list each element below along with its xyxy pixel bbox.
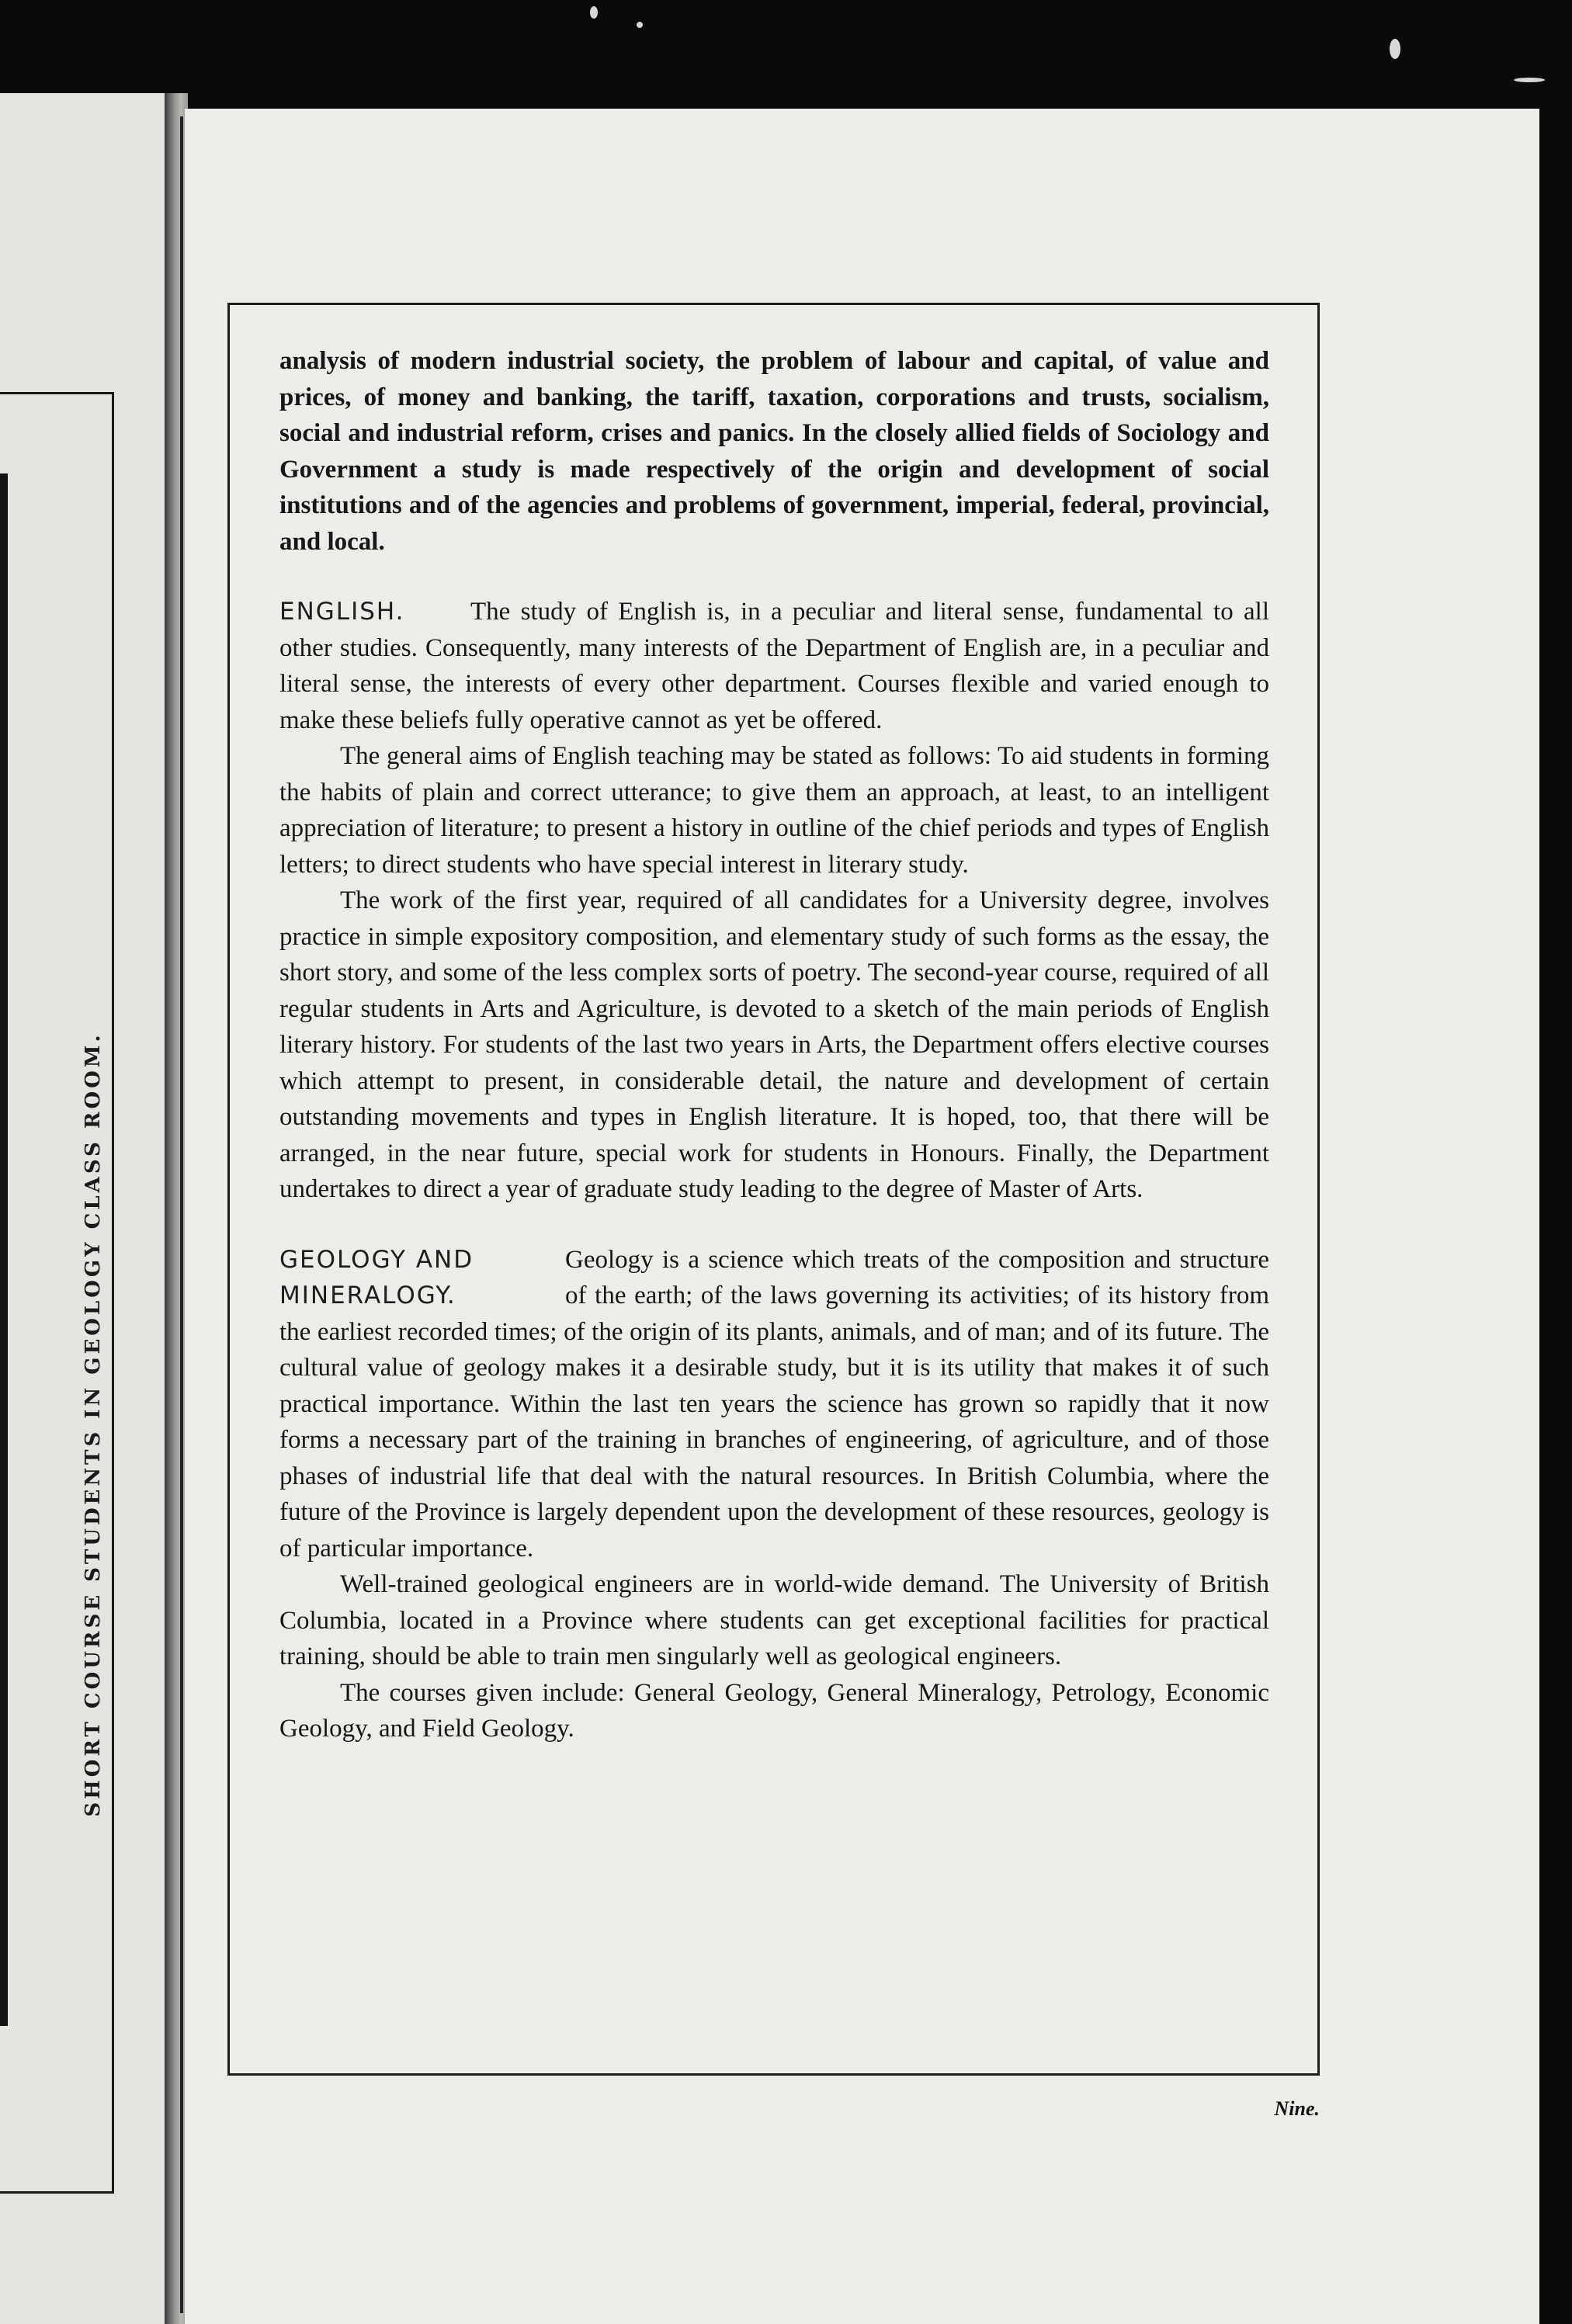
geology-heading-line: MINERALOGY. [279, 1282, 456, 1309]
english-heading: ENGLISH. [279, 598, 405, 626]
page-body [279, 343, 1269, 1747]
geology-heading-line: GEOLOGY AND [279, 1245, 474, 1274]
page-edge-shadow [1539, 109, 1572, 2324]
scan-speck [637, 22, 643, 28]
geology-paragraph: Geology is a science which treats of the composition and structure of the earth; of the laws governing its activities; of its history from the earliest recorded times; of the origin of its plants, animals, and of man; and of its future. The cultural value of geology makes it a desirable study, but it is its utility that makes it of such practical importance. Within the last ten years the science has grown so rapidly that it now forms a necessary part of the training in branches of engineering, of agriculture, and of those phases of industrial life that deal with the natural resources. In British Columbia, where the future of the Province is largely dependent upon the development of these resources, geology is of particular importance. [279, 1245, 1269, 1563]
geology-paragraph: The courses given include: General Geology, General Mineralogy, Petrology, Economic Geology, and Field Geology. [279, 1678, 1269, 1743]
english-paragraph: The work of the first year, required of all candidates for a University degree, involves practice in simple expository composition, and elementary study of such forms as the essay, the short story, and some of the less complex sorts of poetry. The second-year course, required of all regular students in Arts and Agriculture, is devoted to a sketch of the main periods of English literary history. For students of the last two years in Arts, the Department offers elective courses which attempt to present, in considerable detail, the nature and development of certain outstanding movements and types in English literature. It is hoped, too, that there will be arranged, in the near future, special work for students in Honours. Finally, the Department undertakes to direct a year of graduate study leading to the degree of Master of Arts. [279, 886, 1269, 1203]
english-section [279, 594, 1269, 1208]
section-gap [279, 1208, 1269, 1242]
page-number: Nine. [1274, 2097, 1320, 2120]
scan-speck [1390, 39, 1400, 59]
english-paragraph: The study of English is, in a peculiar and literal sense, fundamental to all other studies. Consequently, many interests of the Department of English are, in a peculiar and literal sense, the interests of every other department. Courses flexible and varied enough to make these beliefs fully operative cannot as yet be offered. [279, 598, 1269, 734]
intro-paragraph: analysis of modern industrial society, the problem of labour and capital, of value and prices, of money and banking, the tariff, taxation, corporations and trusts, socialism, social and industrial reform, crises and panics. In the closely allied fields of Sociology and Government a study is made respectively of the origin and development of social institutions and of the agencies and problems of government, imperial, federal, provincial, and local. [279, 347, 1269, 556]
binding-line [180, 116, 183, 2313]
section-gap [279, 560, 1269, 594]
english-paragraph: The general aims of English teaching may be stated as follows: To aid students in forming the habits of plain and correct utterance; to give them an approach, at least, to an intelligent appreciation of literature; to present a history in outline of the chief periods and types of English letters; to direct students who have special interest in literary study. [279, 742, 1269, 879]
geology-heading [279, 1242, 565, 1314]
geology-section [279, 1242, 1269, 1747]
left-page-photo-edge [0, 473, 8, 2026]
photo-caption: SHORT COURSE STUDENTS IN GEOLOGY CLASS ROOM. [82, 1032, 105, 1817]
geology-paragraph: Well-trained geological engineers are in world-wide demand. The University of British Columbia, located in a Province where students can get exceptional facilities for practical training, should be able to train men singularly well as geological engineers. [279, 1570, 1269, 1670]
scan-speck [1514, 78, 1545, 82]
scan-speck [590, 6, 598, 19]
